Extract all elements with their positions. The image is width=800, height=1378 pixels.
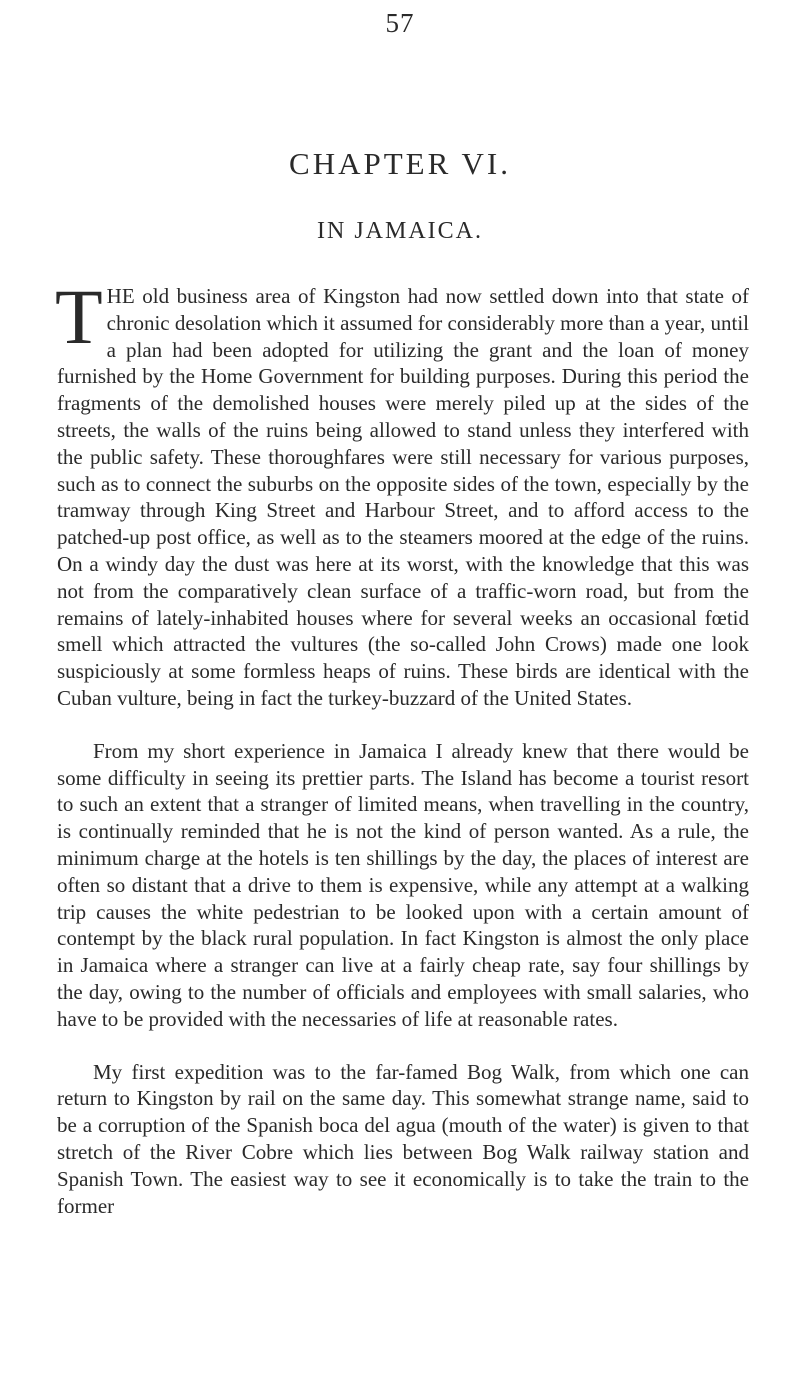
chapter-subtitle: IN JAMAICA. (317, 218, 483, 244)
paragraph-1-text: HE old business area of Kingston had now settled down into that state of chronic desolation which it assumed for considerably more than a year, until a plan had been adopted for utilizing the grant and the loan of money furnished by the Home Government for building purposes. During this period the fragments of the demolished houses were merely piled up at the sides of the streets, the walls of the ruins being allowed to stand unless they interfered with the public safety. These thoroughfares were still necessary for various purposes, such as to connect the suburbs on the opposite sides of the town, especially by the tramway through King Street and Harbour Street, and to afford access to the patched-up post office, as well as to the steamers moored at the edge of the ruins. On a windy day the dust was here at its worst, with the knowledge that this was not from the comparatively clean surface of a traffic-worn road, but from the remains of lately-inhabited houses where for several weeks an occasional fœtid smell which attracted the vultures (the so-called John Crows) made one look suspiciously at some formless heaps of ruins. These birds are identical with the Cuban vulture, being in fact the turkey-buzzard of the United States. (57, 284, 749, 710)
drop-cap: T (55, 273, 103, 360)
paragraph-1 (55, 273, 749, 712)
body-text (55, 273, 749, 1245)
page-number: 57 (385, 8, 415, 38)
paragraph-3: My first expedition was to the far-famed Bog Walk, from which one can return to Kingston by rail on the same day. This somewhat strange name, said to be a corruption of the Spanish boca del agua (mouth of the water) is given to that stretch of the River Cobre which lies between Bog Walk railway station and Spanish Town. The easiest way to see it economically is to take the train to the former (57, 1059, 749, 1218)
chapter-title: CHAPTER VI. (289, 146, 511, 181)
paragraph-2: From my short experience in Jamaica I already knew that there would be some difficulty in seeing its prettier parts. The Island has become a tourist resort to such an extent that a stranger of limited means, when travelling in the country, is continually reminded that he is not the kind of person wanted. As a rule, the minimum charge at the hotels is ten shillings by the day, the places of interest are often so distant that a drive to them is expensive, while any attempt at a walking trip causes the white pedestrian to be looked upon with a certain amount of contempt by the black rural population. In fact Kingston is almost the only place in Jamaica where a stranger can live at a fairly cheap rate, say four shillings by the day, owing to the number of officials and employees with small salaries, who have to be provided with the necessaries of life at reasonable rates. (57, 738, 749, 1031)
